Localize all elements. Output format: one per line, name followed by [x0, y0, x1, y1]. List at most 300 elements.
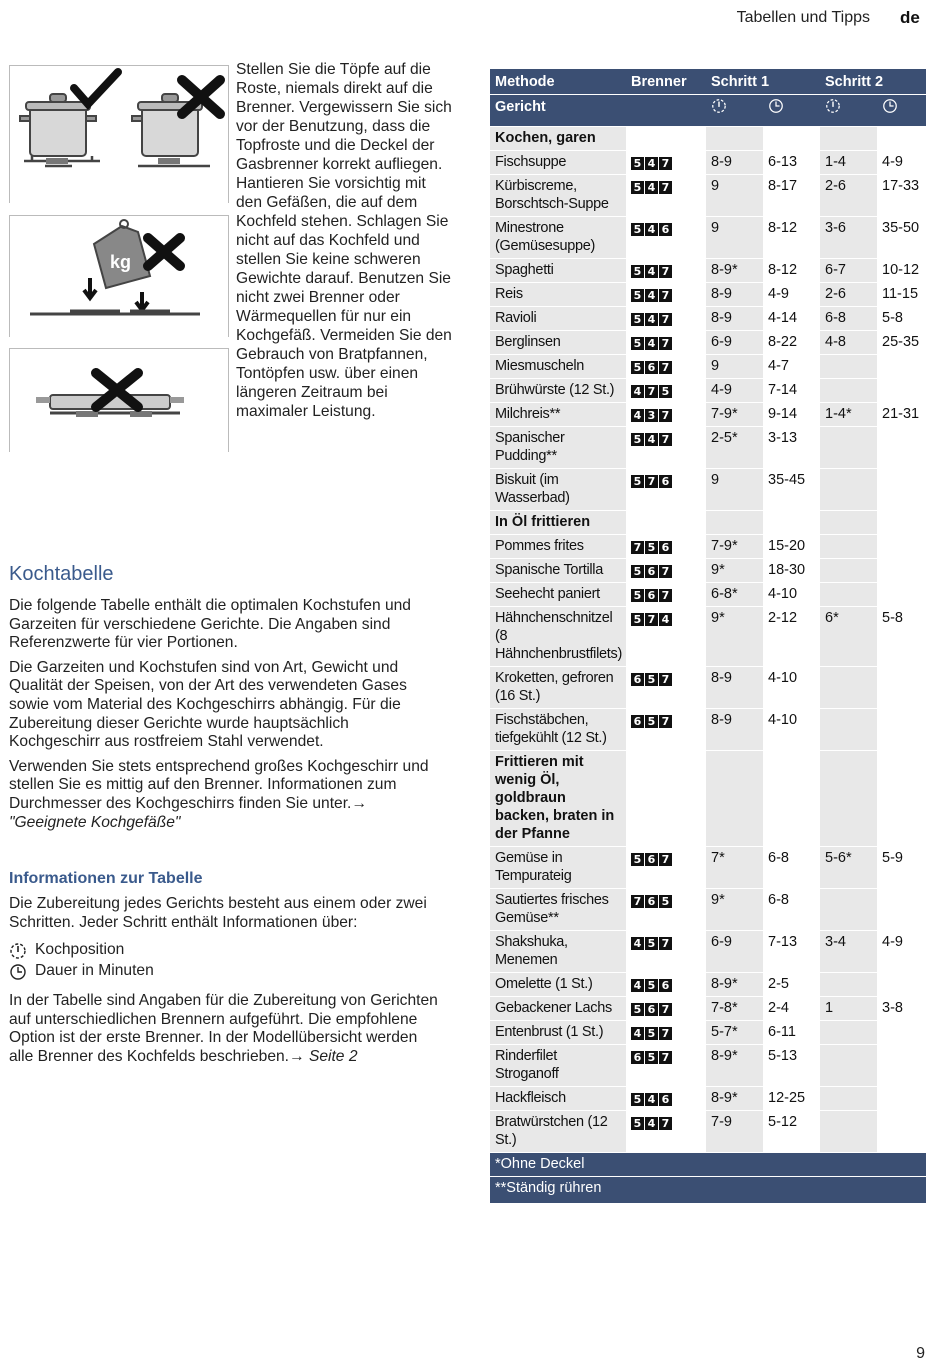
- cross-icon: [148, 238, 180, 266]
- step2-duration: 5-8: [877, 307, 926, 331]
- step1-position: 9*: [706, 889, 763, 931]
- table-row: [490, 259, 926, 283]
- burner-icons: [626, 469, 706, 511]
- burner-number-icon: 5: [659, 385, 672, 398]
- dial-position-icon: [711, 98, 727, 119]
- burner-icons: [626, 559, 706, 583]
- table-row: [490, 1111, 926, 1153]
- step2-duration: 5-8: [877, 607, 926, 667]
- table-row: [490, 847, 926, 889]
- page-number: 9: [916, 1345, 925, 1362]
- step2-position: [820, 667, 877, 709]
- step2-position: [820, 709, 877, 751]
- intro-paragraph: Die folgende Tabelle enthält die optimalen Kochstufen und Garzeiten für verschiedene Gerichte. Die Angaben sind Referenzwerte für vier Portionen.: [9, 597, 411, 652]
- step1-position: 7-9*: [706, 535, 763, 559]
- step1-duration: 18-30: [763, 559, 820, 583]
- burner-number-icon: 6: [659, 1093, 672, 1106]
- burner-number-icon: 5: [645, 541, 658, 554]
- dish-name: Miesmuscheln: [490, 355, 626, 379]
- burner-icons: [626, 931, 706, 973]
- table-row: [490, 973, 926, 997]
- burner-number-icon: 4: [645, 1093, 658, 1106]
- burner-icons: [626, 1021, 706, 1045]
- step2-position: 1-4*: [820, 403, 877, 427]
- dish-name: Kroketten, gefroren (16 St.): [490, 667, 626, 709]
- step1-position: 9: [706, 217, 763, 259]
- burner-number-icon: 4: [645, 433, 658, 446]
- table-row: [490, 535, 926, 559]
- step2-position: [820, 583, 877, 607]
- step2-duration: [877, 709, 926, 751]
- table-row: [490, 997, 926, 1021]
- burner-number-icon: 3: [645, 409, 658, 422]
- burner-number-icon: 7: [659, 433, 672, 446]
- step1-duration: 6-11: [763, 1021, 820, 1045]
- step1-position: 9*: [706, 559, 763, 583]
- burner-icons: [626, 175, 706, 217]
- step1-position: 6-9: [706, 331, 763, 355]
- step1-position: 8-9*: [706, 1087, 763, 1111]
- burner-number-icon: 7: [659, 565, 672, 578]
- burner-number-icon: 4: [645, 265, 658, 278]
- burner-number-icon: 5: [631, 1093, 644, 1106]
- burner-number-icon: 5: [631, 433, 644, 446]
- legend-label: Dauer in Minuten: [35, 962, 154, 980]
- step2-position: 6*: [820, 607, 877, 667]
- burner-number-icon: 4: [631, 937, 644, 950]
- step2-duration: [877, 1021, 926, 1045]
- step2-duration: 4-9: [877, 931, 926, 973]
- step2-duration: 35-50: [877, 217, 926, 259]
- kochtabelle-heading: Kochtabelle: [9, 563, 114, 585]
- burner-icons: [626, 427, 706, 469]
- step1-position: 9: [706, 175, 763, 217]
- step2-position: [820, 469, 877, 511]
- step2-position: 5-6*: [820, 847, 877, 889]
- burner-number-icon: 4: [645, 1117, 658, 1130]
- info-paragraph: Die Zubereitung jedes Gerichts besteht aus einem oder zwei Schritten. Jeder Schritt enthält Informationen über:: [9, 895, 427, 931]
- page-reference-link[interactable]: Seite 2: [308, 1047, 358, 1065]
- step1-duration: 3-13: [763, 427, 820, 469]
- burner-number-icon: 5: [659, 895, 672, 908]
- burner-number-icon: 5: [631, 853, 644, 866]
- illustration-pots-on-grates: [9, 65, 229, 203]
- step2-duration: [877, 973, 926, 997]
- dish-name: Sautiertes frisches Gemüse**: [490, 889, 626, 931]
- step2-position: 3-4: [820, 931, 877, 973]
- table-row: [490, 559, 926, 583]
- step2-duration: [877, 535, 926, 559]
- step1-position: 8-9: [706, 709, 763, 751]
- step1-position: 9: [706, 355, 763, 379]
- step1-position: 8-9*: [706, 973, 763, 997]
- step1-position: 5-7*: [706, 1021, 763, 1045]
- step1-position: 9: [706, 469, 763, 511]
- info-paragraph: [9, 992, 441, 1066]
- burner-number-icon: 7: [659, 337, 672, 350]
- burner-number-icon: 7: [631, 541, 644, 554]
- step2-position: [820, 559, 877, 583]
- burner-icons: [626, 583, 706, 607]
- table-row: [490, 379, 926, 403]
- dish-name: Milchreis**: [490, 403, 626, 427]
- step1-duration: 7-13: [763, 931, 820, 973]
- cooking-table: [490, 69, 926, 1204]
- step2-duration: [877, 667, 926, 709]
- step1-duration: 6-13: [763, 151, 820, 175]
- step2-position: 2-6: [820, 175, 877, 217]
- dish-name: Hähnchenschnitzel (8 Hähnchenbrustfilets): [490, 607, 626, 667]
- step2-duration: 10-12: [877, 259, 926, 283]
- category-row: [490, 511, 926, 535]
- burner-number-icon: 7: [659, 181, 672, 194]
- burner-number-icon: 5: [631, 613, 644, 626]
- legend-row: [9, 940, 441, 961]
- step1-position: 8-9*: [706, 259, 763, 283]
- step1-position: 2-5*: [706, 427, 763, 469]
- burner-number-icon: 4: [631, 385, 644, 398]
- step2-position: [820, 1087, 877, 1111]
- burner-number-icon: 4: [645, 337, 658, 350]
- burner-number-icon: 7: [645, 385, 658, 398]
- dish-name: Entenbrust (1 St.): [490, 1021, 626, 1045]
- category-label: In Öl frittieren: [490, 511, 626, 535]
- burner-number-icon: 5: [631, 313, 644, 326]
- step2-position: [820, 355, 877, 379]
- table-row: [490, 583, 926, 607]
- step1-duration: 2-4: [763, 997, 820, 1021]
- kochtabelle-intro: [9, 597, 441, 838]
- burner-icons: [626, 889, 706, 931]
- burner-icons: [626, 847, 706, 889]
- burner-number-icon: 7: [659, 673, 672, 686]
- burner-number-icon: 6: [645, 361, 658, 374]
- step1-duration: 5-13: [763, 1045, 820, 1087]
- category-row: [490, 127, 926, 151]
- info-section: [9, 895, 441, 1073]
- intro-paragraph: Die Garzeiten und Kochstufen sind von Art, Gewicht und Qualität der Speisen, von der Art des verwendeten Gases sowie vom Material des Kochgeschirrs abhängig. Für die Zubereitung dieser Gerichte wurde hauptsächlich Kochgeschirr aus rostfreiem Stahl verwendet.: [9, 658, 407, 751]
- header-brenner: Brenner: [626, 69, 706, 95]
- step1-duration: 2-5: [763, 973, 820, 997]
- step1-duration: 4-10: [763, 583, 820, 607]
- burner-number-icon: 7: [659, 313, 672, 326]
- step1-duration: 4-9: [763, 283, 820, 307]
- reference-arrow: →: [289, 1047, 305, 1065]
- legend-label: Kochposition: [35, 941, 125, 959]
- header-schritt2: Schritt 2: [820, 69, 926, 95]
- step2-position: 1-4: [820, 151, 877, 175]
- burner-icons: [626, 535, 706, 559]
- burner-number-icon: 7: [659, 1051, 672, 1064]
- burner-number-icon: 7: [645, 475, 658, 488]
- dish-name: Spanischer Pudding**: [490, 427, 626, 469]
- burner-number-icon: 7: [659, 157, 672, 170]
- dish-name: Minestrone (Gemüsesuppe): [490, 217, 626, 259]
- category-label: Frittieren mit wenig Öl, goldbraun backen, braten in der Pfanne: [490, 751, 626, 847]
- step1-duration: 9-14: [763, 403, 820, 427]
- dish-name: Gebackener Lachs: [490, 997, 626, 1021]
- dish-name: Fischsuppe: [490, 151, 626, 175]
- dish-name: Gemüse in Tempurateig: [490, 847, 626, 889]
- category-label: Kochen, garen: [490, 127, 626, 151]
- intro-paragraph: [9, 758, 441, 832]
- burner-icons: [626, 1045, 706, 1087]
- cross-reference-link[interactable]: "Geeignete Kochgefäße": [9, 813, 181, 831]
- burner-icons: [626, 1111, 706, 1153]
- table-row: [490, 709, 926, 751]
- footnote: *Ohne Deckel: [490, 1153, 926, 1177]
- table-row: [490, 1021, 926, 1045]
- burner-icons: [626, 283, 706, 307]
- dish-name: Spanische Tortilla: [490, 559, 626, 583]
- burner-number-icon: 7: [659, 937, 672, 950]
- burner-number-icon: 5: [631, 589, 644, 602]
- burner-icons: [626, 217, 706, 259]
- table-row: [490, 667, 926, 709]
- burner-number-icon: 5: [631, 1117, 644, 1130]
- safety-warning-text: Stellen Sie die Töpfe auf die Roste, niemals direkt auf die Brenner. Vergewissern Sie sich vor der Benutzung, dass die Topfroste und die Deckel der Gasbrenner korrekt aufliegen. Hantieren Sie vorsichtig mit den Gefäßen, die auf dem Kochfeld stehen. Schlagen Sie nicht auf das Kochfeld und stellen Sie keine schweren Gewichte darauf. Benutzen Sie nicht zwei Brenner oder Wärmequellen für nur ein Kochgefäß. Vermeiden Sie den Gebrauch von Bratpfannen, Tontöpfen usw. über einen längeren Zeitraum bei maximaler Leistung.: [236, 61, 452, 420]
- header-section-title: Tabellen und Tipps: [736, 9, 870, 26]
- step1-duration: 4-7: [763, 355, 820, 379]
- dish-name: Spaghetti: [490, 259, 626, 283]
- step2-position: [820, 379, 877, 403]
- burner-number-icon: 4: [631, 979, 644, 992]
- step2-duration: [877, 1087, 926, 1111]
- step2-position: [820, 535, 877, 559]
- burner-number-icon: 5: [631, 289, 644, 302]
- step1-position: 6-8*: [706, 583, 763, 607]
- table-row: [490, 283, 926, 307]
- table-row: [490, 469, 926, 511]
- burner-icons: [626, 151, 706, 175]
- step2-position: [820, 1045, 877, 1087]
- step1-duration: 8-17: [763, 175, 820, 217]
- step1-position: 7-9*: [706, 403, 763, 427]
- burner-icons: [626, 997, 706, 1021]
- burner-number-icon: 6: [631, 715, 644, 728]
- dial-position-icon: [825, 98, 841, 119]
- burner-number-icon: 4: [659, 613, 672, 626]
- burner-number-icon: 6: [631, 673, 644, 686]
- table-row: [490, 931, 926, 973]
- footnote: **Ständig rühren: [490, 1177, 926, 1204]
- step1-duration: 6-8: [763, 847, 820, 889]
- step1-duration: 4-14: [763, 307, 820, 331]
- kg-label: kg: [110, 252, 132, 272]
- burner-number-icon: 4: [645, 223, 658, 236]
- clock-icon: [9, 963, 35, 981]
- step2-duration: [877, 427, 926, 469]
- dish-name: Berglinsen: [490, 331, 626, 355]
- burner-number-icon: 5: [631, 565, 644, 578]
- burner-number-icon: 5: [645, 1027, 658, 1040]
- step2-duration: [877, 1045, 926, 1087]
- step2-duration: 25-35: [877, 331, 926, 355]
- burner-number-icon: 4: [645, 157, 658, 170]
- table-row: [490, 427, 926, 469]
- step1-position: 7-9: [706, 1111, 763, 1153]
- burner-number-icon: 5: [631, 157, 644, 170]
- burner-number-icon: 7: [659, 1027, 672, 1040]
- burner-icons: [626, 403, 706, 427]
- paragraph-text: Verwenden Sie stets entsprechend großes Kochgeschirr und stellen Sie es mittig auf den Brenner. Informationen zum Durchmesser des Kochgeschirrs finden Sie unter.: [9, 757, 429, 812]
- burner-number-icon: 5: [631, 337, 644, 350]
- dish-name: Ravioli: [490, 307, 626, 331]
- table-body: [490, 127, 926, 1153]
- burner-number-icon: 5: [631, 361, 644, 374]
- burner-number-icon: 4: [645, 313, 658, 326]
- step2-position: 1: [820, 997, 877, 1021]
- table-row: [490, 307, 926, 331]
- step1-position: 8-9*: [706, 1045, 763, 1087]
- burner-number-icon: 6: [645, 853, 658, 866]
- step2-position: 3-6: [820, 217, 877, 259]
- step2-position: [820, 973, 877, 997]
- step2-position: [820, 427, 877, 469]
- step2-duration: 5-9: [877, 847, 926, 889]
- burner-number-icon: 5: [645, 715, 658, 728]
- burner-number-icon: 6: [659, 475, 672, 488]
- burner-number-icon: 7: [645, 613, 658, 626]
- burner-icons: [626, 307, 706, 331]
- step1-duration: 8-22: [763, 331, 820, 355]
- step1-position: 7-8*: [706, 997, 763, 1021]
- burner-number-icon: 7: [659, 715, 672, 728]
- burner-number-icon: 7: [659, 409, 672, 422]
- burner-icons: [626, 607, 706, 667]
- table-row: [490, 151, 926, 175]
- step2-duration: [877, 469, 926, 511]
- step2-duration: [877, 559, 926, 583]
- dish-name: Bratwürstchen (12 St.): [490, 1111, 626, 1153]
- paragraph-text: In der Tabelle sind Angaben für die Zubereitung von Gerichten auf unterschiedlichen Brennern aufgeführt. Die empfohlene Option ist der erste Brenner. In der Modellübersicht werden alle Brenner des Kochfelds beschrieben.: [9, 992, 438, 1065]
- step1-duration: 5-12: [763, 1111, 820, 1153]
- burner-number-icon: 5: [631, 265, 644, 278]
- burner-number-icon: 7: [659, 361, 672, 374]
- burner-number-icon: 7: [659, 1003, 672, 1016]
- burner-number-icon: 4: [645, 289, 658, 302]
- step2-position: 6-8: [820, 307, 877, 331]
- burner-number-icon: 6: [659, 223, 672, 236]
- burner-icons: [626, 355, 706, 379]
- dish-name: Reis: [490, 283, 626, 307]
- illustration-heavy-weight: [9, 215, 229, 337]
- check-icon: [74, 72, 118, 104]
- burner-number-icon: 6: [659, 979, 672, 992]
- dish-name: Pommes frites: [490, 535, 626, 559]
- step2-duration: [877, 889, 926, 931]
- step2-duration: [877, 1111, 926, 1153]
- step1-duration: 6-8: [763, 889, 820, 931]
- burner-number-icon: 4: [631, 409, 644, 422]
- burner-icons: [626, 973, 706, 997]
- step1-position: 8-9: [706, 151, 763, 175]
- category-row: [490, 751, 926, 847]
- dish-name: Seehecht paniert: [490, 583, 626, 607]
- burner-icons: [626, 1087, 706, 1111]
- step2-position: [820, 1021, 877, 1045]
- step1-duration: 8-12: [763, 217, 820, 259]
- legend-row: [9, 961, 441, 982]
- header-schritt1: Schritt 1: [706, 69, 820, 95]
- burner-number-icon: 6: [645, 589, 658, 602]
- info-heading: Informationen zur Tabelle: [9, 870, 203, 887]
- table-row: [490, 175, 926, 217]
- step1-duration: 35-45: [763, 469, 820, 511]
- step2-duration: 11-15: [877, 283, 926, 307]
- step2-duration: [877, 355, 926, 379]
- dish-name: Brühwürste (12 St.): [490, 379, 626, 403]
- step2-position: [820, 889, 877, 931]
- burner-icons: [626, 709, 706, 751]
- burner-number-icon: 6: [645, 895, 658, 908]
- step1-position: 8-9: [706, 667, 763, 709]
- dish-name: Shakshuka, Menemen: [490, 931, 626, 973]
- burner-number-icon: 5: [631, 223, 644, 236]
- dish-name: Rinderfilet Stroganoff: [490, 1045, 626, 1087]
- step2-duration: 4-9: [877, 151, 926, 175]
- step1-position: 7*: [706, 847, 763, 889]
- illustration-pan-two-burners: [9, 348, 229, 452]
- burner-icons: [626, 379, 706, 403]
- burner-icons: [626, 331, 706, 355]
- clock-icon: [882, 98, 898, 119]
- dish-name: Biskuit (im Wasserbad): [490, 469, 626, 511]
- step1-position: 6-9: [706, 931, 763, 973]
- burner-number-icon: 7: [659, 589, 672, 602]
- header-gericht: Gericht: [490, 95, 626, 127]
- burner-icons: [626, 259, 706, 283]
- dish-name: Hackfleisch: [490, 1087, 626, 1111]
- step1-duration: 4-10: [763, 667, 820, 709]
- clock-icon: [768, 98, 784, 119]
- table-row: [490, 217, 926, 259]
- burner-number-icon: 5: [631, 475, 644, 488]
- step2-duration: 21-31: [877, 403, 926, 427]
- table-row: [490, 355, 926, 379]
- step1-duration: 15-20: [763, 535, 820, 559]
- burner-number-icon: 7: [659, 1117, 672, 1130]
- header-language: de: [900, 8, 920, 27]
- dish-name: Fischstäbchen, tiefgekühlt (12 St.): [490, 709, 626, 751]
- burner-number-icon: 5: [631, 181, 644, 194]
- step2-duration: [877, 379, 926, 403]
- step2-position: 4-8: [820, 331, 877, 355]
- step2-duration: [877, 583, 926, 607]
- burner-number-icon: 4: [631, 1027, 644, 1040]
- step1-position: 4-9: [706, 379, 763, 403]
- burner-number-icon: 5: [645, 673, 658, 686]
- step1-duration: 7-14: [763, 379, 820, 403]
- step1-duration: 4-10: [763, 709, 820, 751]
- burner-number-icon: 6: [645, 1003, 658, 1016]
- burner-number-icon: 5: [645, 937, 658, 950]
- step2-position: [820, 1111, 877, 1153]
- burner-number-icon: 4: [645, 181, 658, 194]
- burner-number-icon: 7: [659, 265, 672, 278]
- burner-number-icon: 6: [631, 1051, 644, 1064]
- step2-position: 2-6: [820, 283, 877, 307]
- step2-duration: 3-8: [877, 997, 926, 1021]
- step1-duration: 8-12: [763, 259, 820, 283]
- burner-number-icon: 7: [659, 853, 672, 866]
- burner-number-icon: 5: [631, 1003, 644, 1016]
- step1-duration: 2-12: [763, 607, 820, 667]
- burner-number-icon: 6: [645, 565, 658, 578]
- burner-number-icon: 6: [659, 541, 672, 554]
- burner-number-icon: 7: [631, 895, 644, 908]
- burner-icons: [626, 667, 706, 709]
